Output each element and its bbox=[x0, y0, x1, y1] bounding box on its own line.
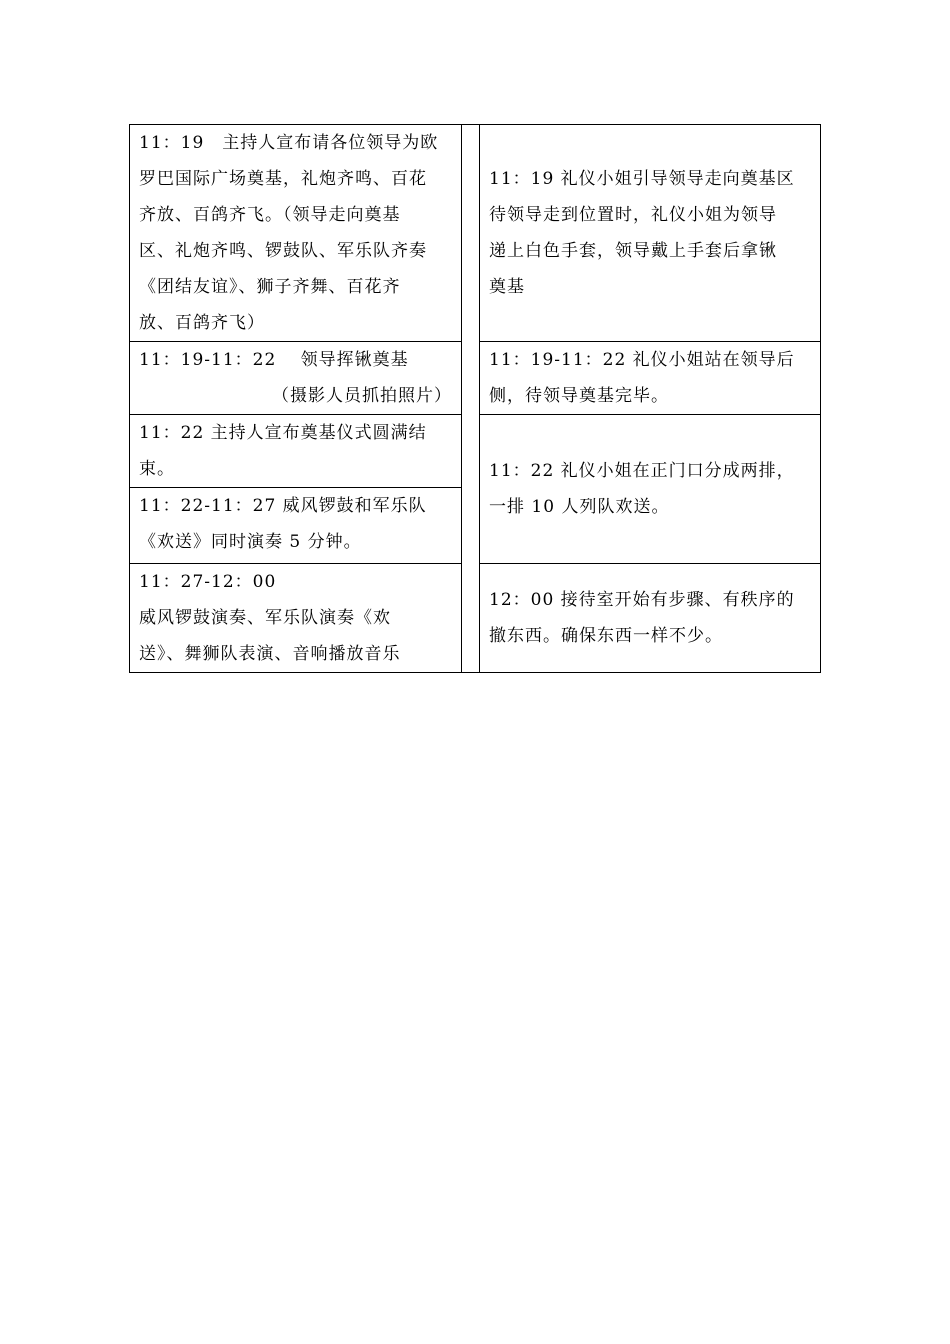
table-row bbox=[130, 125, 821, 342]
text-line: 束。 bbox=[139, 459, 175, 479]
right-cell-farewell-lineup bbox=[480, 415, 821, 564]
text-line: 11：22-11：27 威风锣鼓和军乐队 bbox=[139, 496, 427, 516]
text-line: 奠基 bbox=[489, 277, 525, 297]
left-cell-farewell-music bbox=[130, 488, 462, 564]
text-line: 11：19 礼仪小姐引导领导走向奠基区 bbox=[489, 169, 795, 189]
text-line: （摄影人员抓拍照片） bbox=[272, 386, 452, 406]
right-cell-etiquette-standby bbox=[480, 342, 821, 415]
text-line: 11：19-11：22 礼仪小姐站在领导后 bbox=[489, 350, 795, 370]
text-line: 11：22 主持人宣布奠基仪式圆满结 bbox=[139, 423, 427, 443]
text-line: 11：22 礼仪小姐在正门口分成两排， bbox=[489, 461, 795, 481]
right-cell-cleanup bbox=[480, 564, 821, 673]
left-cell-performances bbox=[130, 564, 462, 673]
text-line: 齐放、百鸽齐飞。（领导走向奠基 bbox=[139, 205, 401, 225]
text-line: 11：19-11：22 领导挥锹奠基 bbox=[139, 350, 409, 370]
text-line: 侧，待领导奠基完毕。 bbox=[489, 386, 669, 406]
left-cell-groundbreaking-announcement bbox=[130, 125, 462, 342]
left-cell-ceremony-end bbox=[130, 415, 462, 488]
text-line: 罗巴国际广场奠基，礼炮齐鸣、百花 bbox=[139, 169, 427, 189]
right-cell-etiquette-guide bbox=[480, 125, 821, 342]
text-line: 送》、舞狮队表演、音响播放音乐 bbox=[139, 644, 401, 664]
text-line: 11：27-12：00 bbox=[139, 572, 277, 592]
text-line: 区、礼炮齐鸣、锣鼓队、军乐队齐奏 bbox=[139, 241, 427, 261]
text-line: 11：19 主持人宣布请各位领导为欧 bbox=[139, 133, 439, 153]
text-line: 递上白色手套，领导戴上手套后拿锹 bbox=[489, 241, 777, 261]
text-line: 《欢送》同时演奏 5 分钟。 bbox=[139, 532, 362, 552]
text-line: 撤东西。确保东西一样不少。 bbox=[489, 626, 723, 646]
text-line: 《团结友谊》、狮子齐舞、百花齐 bbox=[139, 277, 401, 297]
text-line: 放、百鸽齐飞） bbox=[139, 313, 265, 333]
text-line: 12：00 接待室开始有步骤、有秩序的 bbox=[489, 590, 795, 610]
left-cell-shovel-groundbreaking bbox=[130, 342, 462, 415]
spacer-column bbox=[462, 125, 480, 673]
text-line: 威风锣鼓演奏、军乐队演奏《欢 bbox=[139, 608, 391, 628]
text-line: 一排 10 人列队欢送。 bbox=[489, 497, 670, 517]
text-line: 待领导走到位置时，礼仪小姐为领导 bbox=[489, 205, 777, 225]
ceremony-schedule-table bbox=[129, 124, 821, 673]
